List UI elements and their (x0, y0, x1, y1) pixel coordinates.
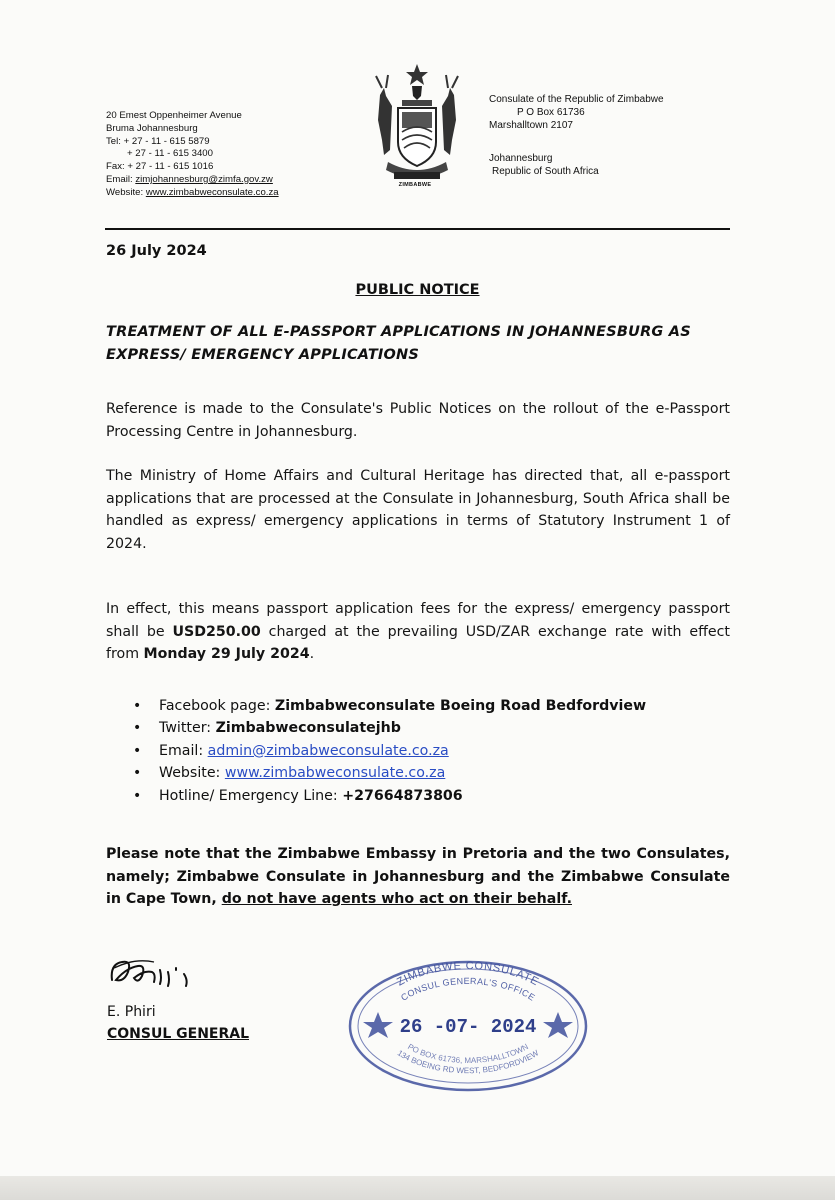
paragraph-directive: The Ministry of Home Affairs and Cultural Heritage has directed that, all e-passport applications that are processed at the Consulate in Johannesburg, South Africa shall be handled as express/ emergency applications in terms of Statutory Instrument 1 of 2024. (106, 468, 730, 552)
consulate-name: Consulate of the Republic of Zimbabwe (489, 94, 664, 105)
official-stamp (343, 954, 593, 1094)
letterhead-address-left (106, 110, 336, 200)
fax-number: + 27 - 11 - 615 1016 (127, 161, 214, 173)
stamp-sub-text: CONSUL GENERAL'S OFFICE (399, 975, 537, 1003)
fees-text: charged at the prevailing USD/ZAR exchange rate with effect from (106, 623, 730, 662)
letterhead-website-link[interactable]: www.zimbabweconsulate.co.za (145, 186, 279, 198)
stamp-top-text: ZIMBABWE CONSULATE (395, 959, 541, 989)
letterhead-address-right (489, 94, 789, 179)
fees-text: In effect, this means passport application fees for the express/ emergency passport shall be (106, 601, 730, 640)
warning-text: Please note that the Zimbabwe Embassy in Pretoria and the two Consulates, namely; Zimbabwe Consulate in Johannesburg and the Zimbabwe Consulate in Cape Town, (106, 846, 730, 907)
warning-underlined-text: do not have agents who act on their behalf. (221, 891, 572, 907)
po-box: P O Box 61736 (517, 106, 585, 118)
list-item-website (133, 762, 646, 784)
notice-title (0, 282, 835, 298)
website-link[interactable]: www.zimbabweconsulate.co.za (224, 765, 446, 782)
email-label: Email: (106, 173, 133, 185)
hotline-number: +27664873806 (342, 787, 463, 804)
tel-number: + 27 - 11 - 615 3400 (127, 148, 213, 160)
notice-title-text: PUBLIC NOTICE (355, 282, 480, 298)
website-label: Website: (159, 765, 225, 782)
tel-number: + 27 - 11 - 615 5879 (123, 135, 210, 147)
address-line: Bruma Johannesburg (106, 122, 198, 134)
city: Johannesburg (489, 152, 553, 164)
notice-date: 26 July 2024 (106, 243, 207, 259)
country: Republic of South Africa (492, 165, 599, 177)
effective-date: Monday 29 July 2024 (143, 646, 310, 662)
signer-name: E. Phiri (107, 1004, 156, 1020)
contact-list (133, 695, 646, 807)
hotline-label: Hotline/ Emergency Line: (159, 787, 343, 804)
address-line: 20 Emest Oppenheimer Avenue (106, 110, 242, 121)
stamp-bottom-text-2: PO BOX 61736, MARSHALLTOWN (406, 1042, 530, 1066)
list-item-hotline (133, 785, 646, 807)
paragraph-agents-warning (106, 843, 730, 911)
spacer (489, 133, 789, 153)
svg-text:CONSUL GENERAL'S OFFICE (399, 976, 537, 1003)
paragraph-reference: Reference is made to the Consulate's Public Notices on the rollout of the e-Passport Processing Centre in Johannesburg. (106, 401, 730, 440)
fees-text: . (309, 646, 315, 662)
stamp-star-right-icon (543, 1012, 573, 1038)
page-edge (0, 1176, 835, 1200)
letterhead-divider (105, 228, 730, 230)
postal-town: Marshalltown 2107 (489, 119, 573, 131)
list-item-email (133, 740, 646, 762)
facebook-page: Zimbabweconsulate Boeing Road Bedfordview (274, 698, 647, 714)
twitter-handle: Zimbabweconsulatejhb (215, 720, 401, 737)
list-item-facebook (133, 695, 646, 717)
paragraph-fees (106, 598, 730, 666)
stamp-date: 26 -07- 2024 (399, 1016, 537, 1038)
notice-subject: TREATMENT OF ALL E-PASSPORT APPLICATIONS IN JOHANNESBURG AS EXPRESS/ EMERGENCY APPLICATIONS (106, 324, 691, 363)
tel-label: Tel: (106, 135, 121, 147)
email-line (106, 174, 336, 187)
email-label: Email: (159, 742, 208, 759)
email-link[interactable]: admin@zimbabweconsulate.co.za (207, 742, 449, 759)
website-line (106, 187, 336, 200)
stamp-star-left-icon (363, 1012, 393, 1038)
fax-label: Fax: (106, 161, 125, 173)
list-item-twitter (133, 717, 646, 739)
crest-caption: ZIMBABWE (398, 182, 432, 188)
fax-line (106, 161, 336, 174)
stamp-bottom-text: 134 BOEING RD WEST, BEDFORDVIEW (395, 1048, 541, 1076)
website-label: Website: (106, 186, 144, 198)
tel-line (106, 148, 336, 161)
handwritten-signature (104, 950, 224, 1000)
facebook-label: Facebook page: (159, 698, 275, 714)
signer-title: CONSUL GENERAL (107, 1026, 250, 1042)
fee-amount: USD250.00 (172, 623, 261, 640)
zimbabwe-coat-of-arms-icon (362, 60, 472, 195)
twitter-label: Twitter: (159, 720, 216, 737)
letterhead-email-link[interactable]: zimjohannesburg@zimfa.gov.zw (135, 173, 273, 185)
tel-line (106, 136, 336, 149)
